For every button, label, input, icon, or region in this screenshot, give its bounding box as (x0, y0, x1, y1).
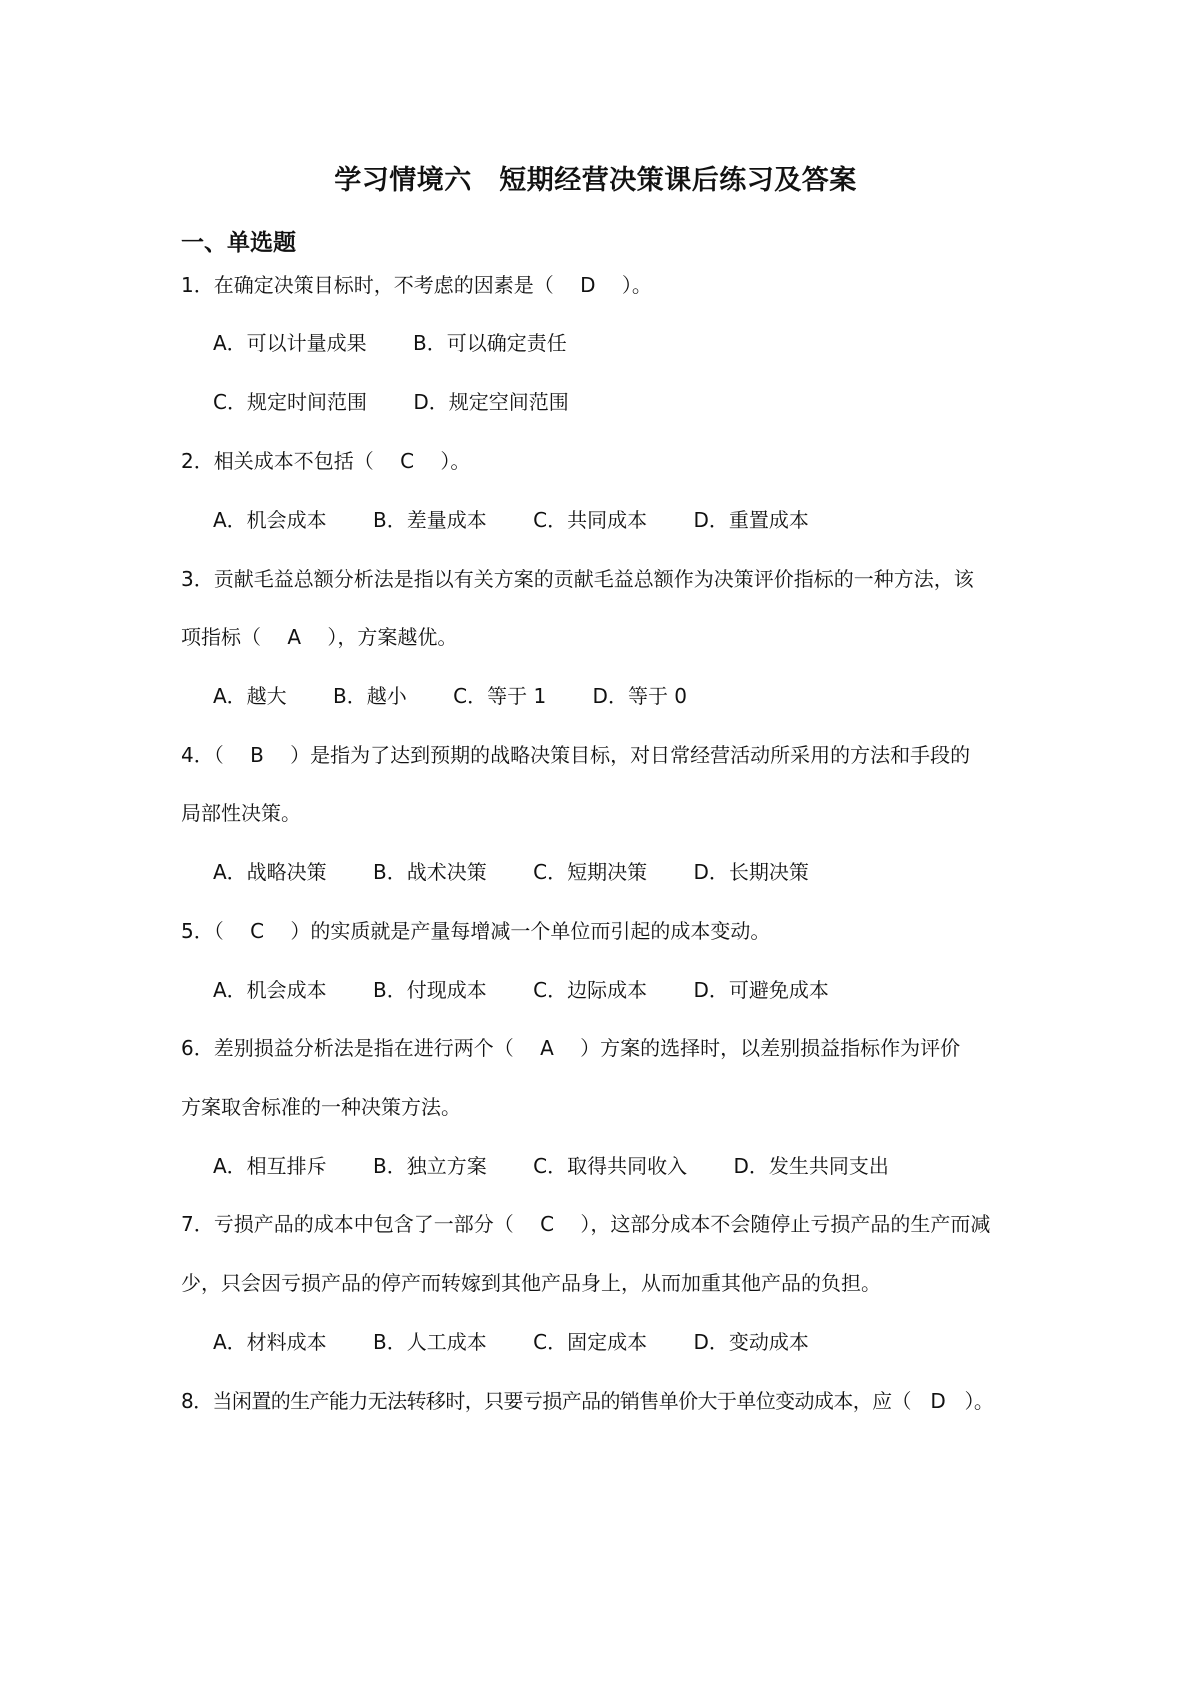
option: D．重置成本 (693, 508, 809, 532)
option: C．共同成本 (533, 508, 648, 532)
option: D．发生共同支出 (733, 1154, 889, 1178)
option: D．规定空间范围 (413, 390, 569, 414)
option: D．变动成本 (693, 1330, 809, 1354)
question-2-stem: 2．相关成本不包括（ C ）。 (181, 449, 471, 473)
question-3-options (213, 683, 727, 709)
question-6-stem-line-1: 6．差别损益分析法是指在进行两个（ A ）方案的选择时，以差别损益指标作为评价 (181, 1036, 961, 1060)
question-7-stem-line-1: 7．亏损产品的成本中包含了一部分（ C ），这部分成本不会随停止亏损产品的生产而减 (181, 1212, 991, 1236)
question-7-options (213, 1329, 849, 1355)
option: B．差量成本 (373, 508, 487, 532)
question-1-options-row-2 (213, 389, 609, 415)
option: C．规定时间范围 (213, 390, 367, 414)
option: C．短期决策 (533, 860, 648, 884)
question-8-stem: 8．当闲置的生产能力无法转移时，只要亏损产品的销售单价大于单位变动成本，应（ D ）。 (181, 1389, 994, 1413)
option: D．可避免成本 (693, 978, 829, 1002)
question-6-options (213, 1153, 929, 1179)
option: A．机会成本 (213, 978, 327, 1002)
option: B．人工成本 (373, 1330, 487, 1354)
question-6-stem-line-2: 方案取舍标准的一种决策方法。 (181, 1095, 461, 1119)
option: D．长期决策 (693, 860, 809, 884)
option: A．越大 (213, 684, 287, 708)
question-4-stem-line-2: 局部性决策。 (181, 801, 301, 825)
option: B．越小 (333, 684, 407, 708)
option: A．可以计量成果 (213, 331, 367, 355)
option: C．固定成本 (533, 1330, 648, 1354)
option: B．可以确定责任 (413, 331, 567, 355)
question-3-stem-line-2: 项指标（ A ），方案越优。 (181, 625, 458, 649)
option: C．取得共同收入 (533, 1154, 688, 1178)
option: A．相互排斥 (213, 1154, 327, 1178)
option: A．战略决策 (213, 860, 327, 884)
question-5-options (213, 977, 869, 1003)
question-1-stem: 1．在确定决策目标时，不考虑的因素是（ D ）。 (181, 273, 652, 297)
option: A．材料成本 (213, 1330, 327, 1354)
question-4-stem-line-1: 4．（ B ）是指为了达到预期的战略决策目标，对日常经营活动所采用的方法和手段的 (181, 743, 971, 767)
question-5-stem: 5．（ C ）的实质就是产量每增减一个单位而引起的成本变动。 (181, 919, 771, 943)
question-1-options-row-1 (213, 330, 607, 356)
option: B．独立方案 (373, 1154, 487, 1178)
section-heading: 一、单选题 (181, 230, 296, 256)
option: C．边际成本 (533, 978, 648, 1002)
option: A．机会成本 (213, 508, 327, 532)
question-4-options (213, 859, 849, 885)
question-3-stem-line-1: 3．贡献毛益总额分析法是指以有关方案的贡献毛益总额作为决策评价指标的一种方法，该 (181, 567, 974, 591)
option: C．等于 1 (453, 684, 547, 708)
question-7-stem-line-2: 少，只会因亏损产品的停产而转嫁到其他产品身上，从而加重其他产品的负担。 (181, 1271, 881, 1295)
document-title: 学习情境六 短期经营决策课后练习及答案 (334, 165, 857, 196)
option: D．等于 0 (592, 684, 688, 708)
option: B．付现成本 (373, 978, 487, 1002)
question-2-options (213, 507, 849, 533)
option: B．战术决策 (373, 860, 487, 884)
